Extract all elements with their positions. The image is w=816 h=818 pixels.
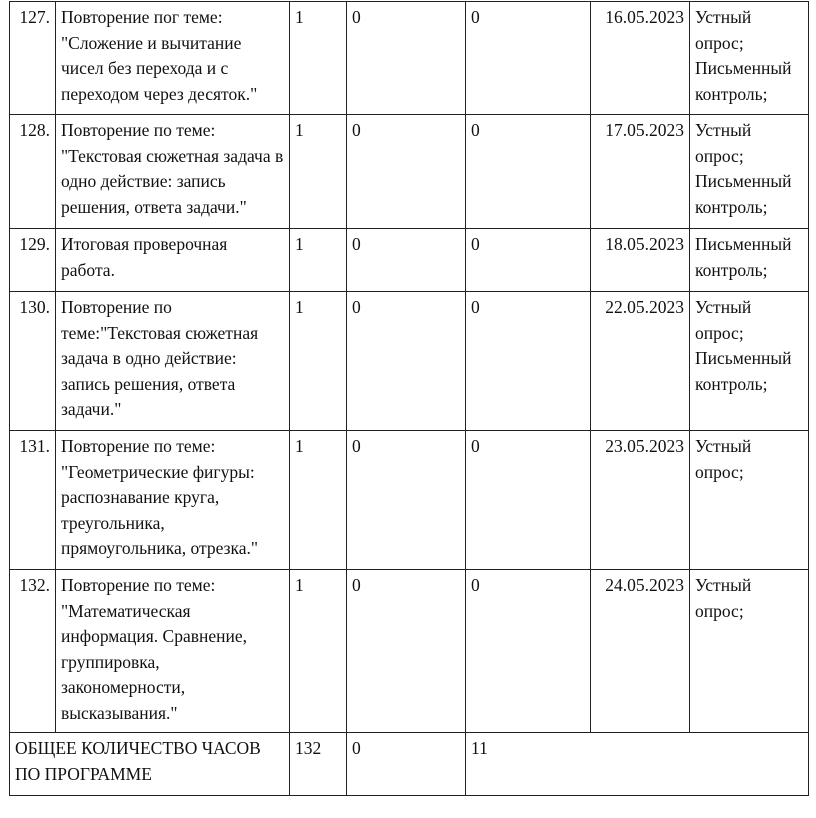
lesson-control-hours: 0: [347, 229, 466, 292]
lesson-number: 129.: [10, 229, 56, 292]
lesson-control-hours: 0: [347, 570, 466, 733]
lesson-control-form: Письменный контроль;: [690, 229, 809, 292]
total-practical-hours: 11: [466, 733, 809, 796]
lesson-date: 24.05.2023: [591, 570, 690, 733]
table-row: [10, 292, 809, 431]
table-row: [10, 229, 809, 292]
lesson-date: 18.05.2023: [591, 229, 690, 292]
lesson-number: 127.: [10, 2, 56, 115]
lesson-date: 16.05.2023: [591, 2, 690, 115]
lesson-hours: 1: [290, 431, 347, 570]
table-row: [10, 570, 809, 733]
lesson-topic: Повторение по теме:"Текстовая сюжетная задача в одно действие: запись решения, ответа задачи.": [56, 292, 290, 431]
lesson-date: 17.05.2023: [591, 115, 690, 229]
lesson-date: 23.05.2023: [591, 431, 690, 570]
total-control-hours: 0: [347, 733, 466, 796]
lesson-number: 132.: [10, 570, 56, 733]
table-row: [10, 431, 809, 570]
lesson-control-hours: 0: [347, 2, 466, 115]
lesson-control-form: Устный опрос;: [690, 570, 809, 733]
lesson-control-form: Устный опрос; Письменный контроль;: [690, 2, 809, 115]
lesson-control-hours: 0: [347, 292, 466, 431]
lesson-control-hours: 0: [347, 431, 466, 570]
lesson-topic: Повторение по теме: "Геометрические фигуры: распознавание круга, треугольника, прямоугольника, отрезка.": [56, 431, 290, 570]
lesson-hours: 1: [290, 570, 347, 733]
total-row: [10, 733, 809, 796]
lesson-control-form: Устный опрос; Письменный контроль;: [690, 115, 809, 229]
lesson-topic: Итоговая проверочная работа.: [56, 229, 290, 292]
lesson-topic: Повторение по теме: "Текстовая сюжетная задача в одно действие: запись решения, ответа задачи.": [56, 115, 290, 229]
lesson-plan-table: [9, 1, 809, 796]
lesson-control-hours: 0: [347, 115, 466, 229]
lesson-topic: Повторение пог теме: "Сложение и вычитание чисел без перехода и с переходом через десяток.": [56, 2, 290, 115]
lesson-hours: 1: [290, 229, 347, 292]
total-hours: 132: [290, 733, 347, 796]
table-row: [10, 115, 809, 229]
lesson-practical-hours: 0: [466, 431, 591, 570]
lesson-hours: 1: [290, 115, 347, 229]
lesson-control-form: Устный опрос;: [690, 431, 809, 570]
lesson-number: 130.: [10, 292, 56, 431]
lesson-topic: Повторение по теме: "Математическая информация. Сравнение, группировка, закономерности, высказывания.": [56, 570, 290, 733]
lesson-date: 22.05.2023: [591, 292, 690, 431]
table-row: [10, 2, 809, 115]
lesson-hours: 1: [290, 2, 347, 115]
lesson-number: 131.: [10, 431, 56, 570]
total-label: ОБЩЕЕ КОЛИЧЕСТВО ЧАСОВ ПО ПРОГРАММЕ: [10, 733, 290, 796]
lesson-practical-hours: 0: [466, 229, 591, 292]
lesson-hours: 1: [290, 292, 347, 431]
lesson-control-form: Устный опрос; Письменный контроль;: [690, 292, 809, 431]
lesson-practical-hours: 0: [466, 2, 591, 115]
lesson-practical-hours: 0: [466, 292, 591, 431]
lesson-number: 128.: [10, 115, 56, 229]
lesson-practical-hours: 0: [466, 570, 591, 733]
lesson-practical-hours: 0: [466, 115, 591, 229]
